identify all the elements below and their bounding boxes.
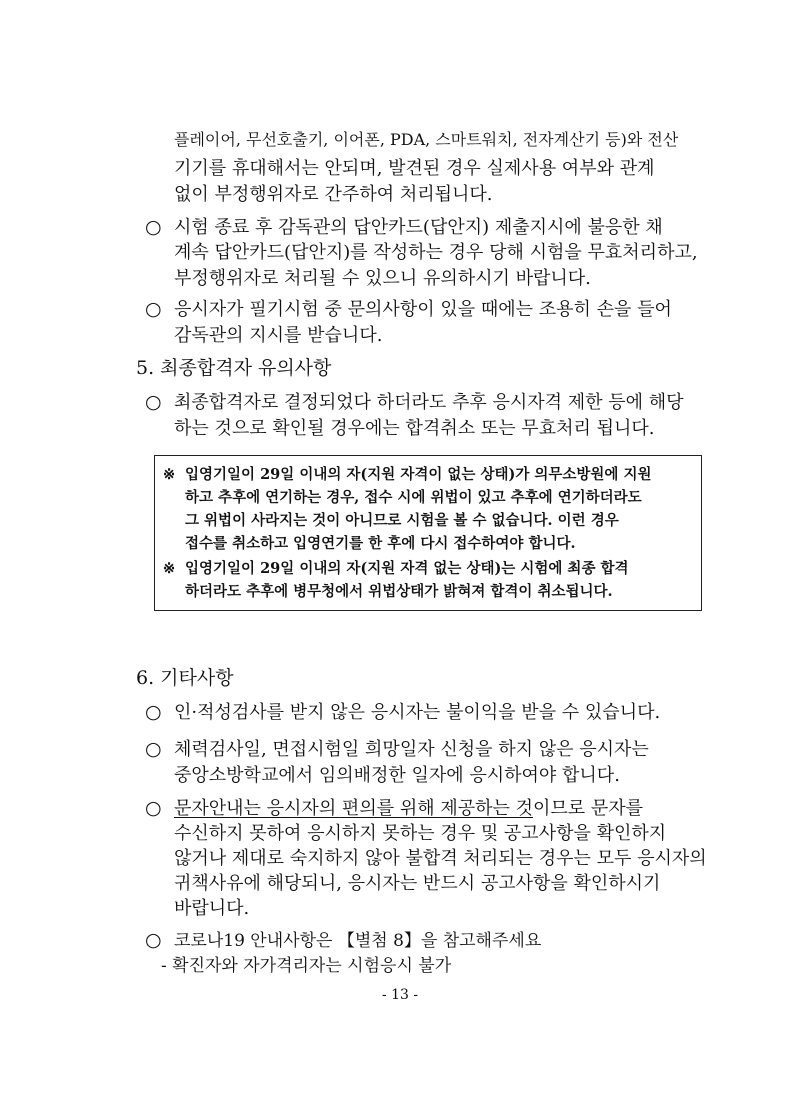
bullet-marker: ○ [145, 929, 162, 951]
bullet-line [174, 797, 643, 821]
section-heading: 6. 기타사항 [136, 667, 234, 689]
bullet-line: 시험 종료 후 감독관의 답안카드(답안지) 제출지시에 불응한 채 [174, 217, 663, 238]
bullet-line: 않거나 제대로 숙지하지 않아 불합격 처리되는 경우는 모두 응시자의 [174, 848, 707, 869]
bullet-marker: ○ [145, 298, 162, 320]
bullet-line: 감독관의 지시를 받습니다. [174, 325, 383, 346]
bullet-line: 수신하지 못하여 응시하지 못하는 경우 및 공고사항을 확인하지 [174, 823, 667, 844]
body-line: 없이 부정행위자로 간주하여 처리됩니다. [174, 184, 493, 205]
notice-line: 하고 추후에 연기하는 경우, 접수 시에 위법이 있고 추후에 연기하더라도 [185, 489, 642, 506]
notice-box [154, 455, 702, 611]
underlined-text: 문자안내는 응시자의 편의를 위해 제공하는 것 [174, 798, 533, 819]
bullet-line: 체력검사일, 면접시험일 희망일자 신청을 하지 않은 응시자는 [174, 739, 649, 760]
bullet-marker: ○ [145, 701, 162, 723]
bullet-marker: ○ [145, 216, 162, 238]
body-line: 기기를 휴대해서는 안되며, 발견된 경우 실제사용 여부와 관계 [174, 158, 655, 179]
bullet-line: 응시자가 필기시험 중 문의사항이 있을 때에는 조용히 손을 들어 [174, 299, 672, 320]
bullet-line: 바랍니다. [174, 898, 250, 919]
notice-line: 그 위법이 사라지는 것이 아니므로 시험을 볼 수 없습니다. 이런 경우 [185, 512, 619, 529]
page-number: - 13 - [381, 987, 419, 1003]
bullet-marker: ○ [145, 391, 162, 413]
body-line: 플레이어, 무선호출기, 이어폰, PDA, 스마트워치, 전자계산기 등)와 전산 [174, 130, 679, 149]
bullet-marker: ○ [145, 797, 162, 819]
bullet-line: 부정행위자로 처리될 수 있으니 유의하시기 바랍니다. [174, 268, 591, 289]
sub-item: - 확진자와 자가격리자는 시험응시 불가 [161, 956, 452, 976]
bullet-line: 최종합격자로 결정되었다 하더라도 추후 응시자격 제한 등에 해당 [174, 392, 684, 413]
section-heading: 5. 최종합격자 유의사항 [136, 357, 332, 379]
notice-line: 입영기일이 29일 이내의 자(지원 자격 없는 상태)는 시험에 최종 합격 [185, 560, 629, 577]
notice-line: 입영기일이 29일 이내의 자(지원 자격이 없는 상태)가 의무소방원에 지원 [185, 466, 652, 483]
bullet-line-rest: 이므로 문자를 [532, 798, 644, 819]
bullet-line: 코로나19 안내사항은 【별첨 8】을 참고해주세요 [174, 931, 542, 951]
bullet-line: 인·적성검사를 받지 않은 응시자는 불이익을 받을 수 있습니다. [174, 702, 661, 723]
bullet-line: 하는 것으로 확인될 경우에는 합격취소 또는 무효처리 됩니다. [174, 418, 655, 439]
notice-line: 하더라도 추후에 병무청에서 위법상태가 밝혀져 합격이 취소됩니다. [185, 583, 613, 600]
notice-line: 접수를 취소하고 입영연기를 한 후에 다시 접수하여야 합니다. [185, 535, 576, 552]
bullet-line: 귀책사유에 해당되니, 응시자는 반드시 공고사항을 확인하시기 [174, 873, 661, 894]
bullet-marker: ○ [145, 738, 162, 760]
bullet-line: 계속 답안카드(답안지)를 작성하는 경우 당해 시험을 무효처리하고, [174, 242, 698, 263]
notice-marker: ※ [163, 560, 176, 577]
bullet-line: 중앙소방학교에서 임의배정한 일자에 응시하여야 합니다. [174, 765, 620, 786]
notice-marker: ※ [163, 466, 176, 483]
